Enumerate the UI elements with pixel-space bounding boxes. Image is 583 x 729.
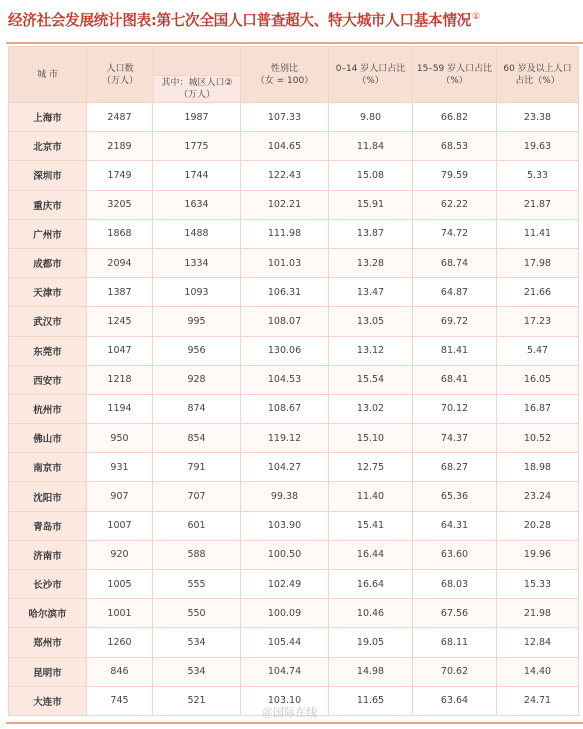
top-rule [6,42,583,44]
cell-age-0-14-share: 9.80 [329,103,413,132]
cell-urban-population: 707 [153,482,241,511]
table-row [9,278,579,307]
cell-age-60-plus-share: 19.63 [497,132,579,161]
cell-urban-population: 928 [153,365,241,394]
cell-urban-population: 588 [153,540,241,569]
header-urban-population: 其中：城区人口② （万人） [154,75,240,102]
cell-sex-ratio: 130.06 [241,336,329,365]
cell-population: 2487 [87,103,153,132]
cell-city-name: 大连市 [9,686,87,715]
cell-age-60-plus-share: 16.05 [497,365,579,394]
cell-population: 1047 [87,336,153,365]
cell-age-0-14-share: 13.12 [329,336,413,365]
cell-age-60-plus-share: 19.96 [497,540,579,569]
cell-sex-ratio: 100.09 [241,599,329,628]
cell-age-15-59-share: 81.41 [413,336,497,365]
cell-sex-ratio: 104.74 [241,657,329,686]
cell-age-0-14-share: 15.54 [329,365,413,394]
cell-age-15-59-share: 68.11 [413,628,497,657]
cell-sex-ratio: 119.12 [241,424,329,453]
table-row [9,453,579,482]
cell-age-0-14-share: 11.84 [329,132,413,161]
cell-age-0-14-share: 14.98 [329,657,413,686]
cell-urban-population: 1775 [153,132,241,161]
cell-sex-ratio: 102.49 [241,570,329,599]
cell-urban-population: 550 [153,599,241,628]
table-row [9,248,579,277]
cell-age-0-14-share: 16.64 [329,570,413,599]
table-row [9,103,579,132]
cell-city-name: 深圳市 [9,161,87,190]
cell-age-0-14-share: 13.87 [329,219,413,248]
title-text: 经济社会发展统计图表:第七次全国人口普查超大、特大城市人口基本情况 [8,11,471,29]
header-age-15-59: 15–59 岁人口占比 （%） [413,47,497,103]
cell-sex-ratio: 108.07 [241,307,329,336]
bottom-rule [6,722,583,724]
cell-city-name: 上海市 [9,103,87,132]
cell-age-60-plus-share: 16.87 [497,394,579,423]
cell-population: 3205 [87,190,153,219]
cell-urban-population: 534 [153,628,241,657]
cell-urban-population: 1634 [153,190,241,219]
cell-population: 1218 [87,365,153,394]
cell-sex-ratio: 108.67 [241,394,329,423]
cell-urban-population: 1744 [153,161,241,190]
cell-city-name: 南京市 [9,453,87,482]
cell-age-15-59-share: 68.03 [413,570,497,599]
cell-age-15-59-share: 68.41 [413,365,497,394]
table-row [9,599,579,628]
cell-age-0-14-share: 10.46 [329,599,413,628]
cell-urban-population: 1987 [153,103,241,132]
cell-age-60-plus-share: 24.71 [497,686,579,715]
header-sex-ratio: 性别比 （女 = 100） [241,47,329,103]
cell-population: 846 [87,657,153,686]
cell-sex-ratio: 103.10 [241,686,329,715]
cell-age-15-59-share: 74.72 [413,219,497,248]
cell-population: 907 [87,482,153,511]
cell-city-name: 天津市 [9,278,87,307]
cell-age-60-plus-share: 12.84 [497,628,579,657]
table-row [9,628,579,657]
cell-city-name: 成都市 [9,248,87,277]
cell-age-0-14-share: 15.08 [329,161,413,190]
table-body [9,103,579,716]
table-row [9,307,579,336]
cell-age-0-14-share: 15.91 [329,190,413,219]
header-population-total: 人口数 （万人） [87,47,154,102]
cell-population: 950 [87,424,153,453]
cell-age-15-59-share: 65.36 [413,482,497,511]
cell-city-name: 哈尔滨市 [9,599,87,628]
cell-age-60-plus-share: 10.52 [497,424,579,453]
table-row [9,219,579,248]
cell-age-60-plus-share: 21.66 [497,278,579,307]
cell-sex-ratio: 111.98 [241,219,329,248]
cell-city-name: 广州市 [9,219,87,248]
cell-age-0-14-share: 16.44 [329,540,413,569]
title-footnote-mark: ① [471,12,480,22]
table-row [9,161,579,190]
cell-age-0-14-share: 15.10 [329,424,413,453]
cell-age-15-59-share: 68.74 [413,248,497,277]
cell-urban-population: 854 [153,424,241,453]
header-population [87,47,241,103]
cell-city-name: 武汉市 [9,307,87,336]
cell-city-name: 重庆市 [9,190,87,219]
cell-age-15-59-share: 68.53 [413,132,497,161]
table-row [9,365,579,394]
cell-age-15-59-share: 66.82 [413,103,497,132]
header-city: 城 市 [9,47,87,103]
cell-sex-ratio: 101.03 [241,248,329,277]
cell-population: 1005 [87,570,153,599]
cell-age-15-59-share: 63.64 [413,686,497,715]
table-row [9,424,579,453]
table-row [9,511,579,540]
cell-urban-population: 874 [153,394,241,423]
page-title [8,2,583,32]
cell-sex-ratio: 102.21 [241,190,329,219]
cell-age-60-plus-share: 18.98 [497,453,579,482]
cell-sex-ratio: 103.90 [241,511,329,540]
watermark: ＠国际在线 [262,706,317,719]
table-row [9,394,579,423]
table-row [9,132,579,161]
cell-population: 920 [87,540,153,569]
cell-city-name: 杭州市 [9,394,87,423]
table-row [9,190,579,219]
cell-population: 1001 [87,599,153,628]
cell-urban-population: 601 [153,511,241,540]
cell-population: 2094 [87,248,153,277]
cell-population: 1387 [87,278,153,307]
cell-city-name: 郑州市 [9,628,87,657]
cell-urban-population: 1093 [153,278,241,307]
table-row [9,540,579,569]
cell-age-15-59-share: 79.59 [413,161,497,190]
cell-city-name: 东莞市 [9,336,87,365]
cell-age-15-59-share: 70.62 [413,657,497,686]
cell-population: 1245 [87,307,153,336]
cell-sex-ratio: 122.43 [241,161,329,190]
cell-city-name: 西安市 [9,365,87,394]
cell-age-15-59-share: 68.27 [413,453,497,482]
cell-age-60-plus-share: 5.47 [497,336,579,365]
cell-age-15-59-share: 62.22 [413,190,497,219]
cell-age-15-59-share: 67.56 [413,599,497,628]
cell-population: 1260 [87,628,153,657]
cell-urban-population: 791 [153,453,241,482]
cell-age-60-plus-share: 23.24 [497,482,579,511]
cell-age-0-14-share: 19.05 [329,628,413,657]
cell-age-60-plus-share: 5.33 [497,161,579,190]
cell-age-15-59-share: 63.60 [413,540,497,569]
cell-age-60-plus-share: 15.33 [497,570,579,599]
cell-population: 1007 [87,511,153,540]
cell-age-60-plus-share: 17.23 [497,307,579,336]
table-row [9,482,579,511]
cell-age-0-14-share: 11.65 [329,686,413,715]
cell-age-60-plus-share: 14.40 [497,657,579,686]
cell-age-0-14-share: 15.41 [329,511,413,540]
cell-city-name: 北京市 [9,132,87,161]
population-table [8,46,579,716]
cell-population: 1194 [87,394,153,423]
table-row [9,570,579,599]
cell-age-0-14-share: 12.75 [329,453,413,482]
cell-sex-ratio: 104.27 [241,453,329,482]
cell-sex-ratio: 107.33 [241,103,329,132]
cell-population: 931 [87,453,153,482]
cell-urban-population: 1488 [153,219,241,248]
cell-age-15-59-share: 69.72 [413,307,497,336]
cell-age-60-plus-share: 11.41 [497,219,579,248]
cell-urban-population: 956 [153,336,241,365]
table-row [9,336,579,365]
cell-age-15-59-share: 64.31 [413,511,497,540]
cell-age-15-59-share: 64.87 [413,278,497,307]
cell-age-0-14-share: 13.28 [329,248,413,277]
cell-age-15-59-share: 70.12 [413,394,497,423]
header-age-0-14: 0–14 岁人口占比 （%） [329,47,413,103]
cell-sex-ratio: 104.53 [241,365,329,394]
cell-age-0-14-share: 11.40 [329,482,413,511]
cell-urban-population: 995 [153,307,241,336]
cell-urban-population: 521 [153,686,241,715]
header-age-60-plus: 60 岁及以上人口 占比（%） [497,47,579,103]
cell-city-name: 青岛市 [9,511,87,540]
cell-urban-population: 534 [153,657,241,686]
cell-age-60-plus-share: 21.87 [497,190,579,219]
cell-age-60-plus-share: 20.28 [497,511,579,540]
cell-age-60-plus-share: 21.98 [497,599,579,628]
cell-city-name: 昆明市 [9,657,87,686]
cell-city-name: 沈阳市 [9,482,87,511]
cell-population: 2189 [87,132,153,161]
cell-age-0-14-share: 13.05 [329,307,413,336]
cell-urban-population: 555 [153,570,241,599]
cell-sex-ratio: 104.65 [241,132,329,161]
cell-population: 1749 [87,161,153,190]
cell-population: 1868 [87,219,153,248]
cell-age-0-14-share: 13.02 [329,394,413,423]
cell-age-60-plus-share: 23.38 [497,103,579,132]
cell-sex-ratio: 100.50 [241,540,329,569]
cell-age-0-14-share: 13.47 [329,278,413,307]
cell-urban-population: 1334 [153,248,241,277]
cell-sex-ratio: 105.44 [241,628,329,657]
cell-sex-ratio: 106.31 [241,278,329,307]
cell-age-15-59-share: 74.37 [413,424,497,453]
cell-city-name: 长沙市 [9,570,87,599]
cell-city-name: 佛山市 [9,424,87,453]
cell-age-60-plus-share: 17.98 [497,248,579,277]
cell-population: 745 [87,686,153,715]
cell-city-name: 济南市 [9,540,87,569]
table-row [9,657,579,686]
cell-sex-ratio: 99.38 [241,482,329,511]
